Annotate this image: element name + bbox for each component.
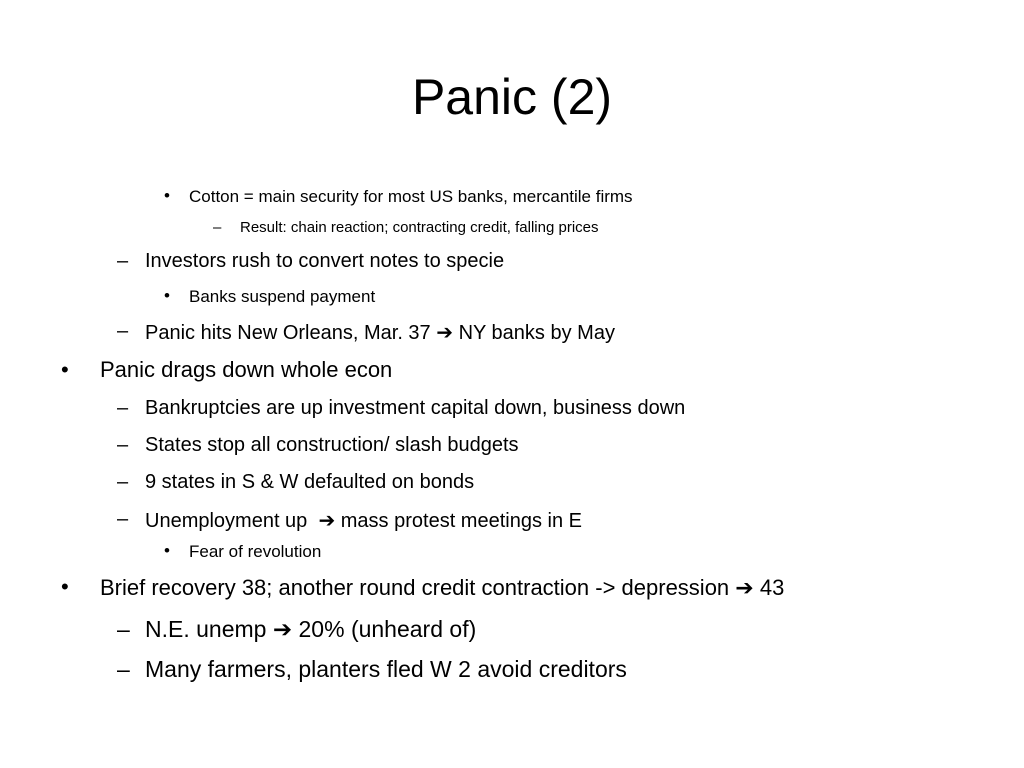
list-item-text: [145, 616, 476, 643]
dash-marker: –: [117, 616, 130, 642]
list-item-text: Cotton = main security for most US banks, mercantile firms: [189, 187, 633, 206]
list-item-text: Investors rush to convert notes to specie: [145, 250, 505, 272]
dash-marker: –: [117, 320, 129, 342]
arrow-right-icon: ➔: [436, 322, 454, 344]
bullet-marker: •: [164, 541, 170, 560]
item-text-before: Panic hits New Orleans, Mar. 37: [145, 322, 431, 344]
list-item-text: [145, 508, 582, 533]
dash-marker: –: [117, 397, 129, 419]
dash-marker: –: [117, 471, 129, 493]
list-item-text: States stop all construction/ slash budgets: [145, 434, 519, 456]
dash-marker: –: [117, 656, 130, 682]
list-item-text: Many farmers, planters fled W 2 avoid creditors: [145, 656, 627, 682]
bullet-marker: •: [164, 286, 170, 305]
list-item-text: [100, 575, 784, 601]
dash-marker: –: [117, 250, 129, 272]
item-text-before: Unemployment up: [145, 510, 308, 532]
bullet-marker: •: [61, 574, 69, 599]
item-text-after: 43: [759, 575, 785, 600]
bullet-marker: •: [61, 357, 69, 382]
arrow-right-icon: ➔: [735, 575, 754, 600]
item-text-after: NY banks by May: [458, 322, 615, 344]
list-item-text: Banks suspend payment: [189, 287, 376, 306]
item-text-before: Brief recovery 38; another round credit contraction -> depression: [100, 575, 730, 600]
item-text-before: N.E. unemp: [145, 616, 267, 642]
dash-marker: –: [117, 508, 129, 530]
slide-title: Panic (2): [411, 69, 613, 125]
dash-marker: –: [117, 434, 129, 456]
item-text-after: mass protest meetings in E: [340, 510, 582, 532]
arrow-right-icon: ➔: [272, 616, 293, 642]
item-text-after: 20% (unheard of): [298, 616, 477, 642]
arrow-right-icon: ➔: [318, 510, 336, 532]
list-item-text: Fear of revolution: [189, 542, 322, 561]
list-item-text: Panic drags down whole econ: [100, 357, 393, 382]
list-item-text: 9 states in S & W defaulted on bonds: [145, 471, 475, 493]
dash-marker: –: [213, 219, 222, 236]
bullet-marker: •: [164, 186, 170, 205]
list-item-text: Bankruptcies are up investment capital down, business down: [145, 397, 686, 419]
list-item-text: [145, 320, 615, 345]
list-item-text: Result: chain reaction; contracting credit, falling prices: [240, 219, 599, 236]
